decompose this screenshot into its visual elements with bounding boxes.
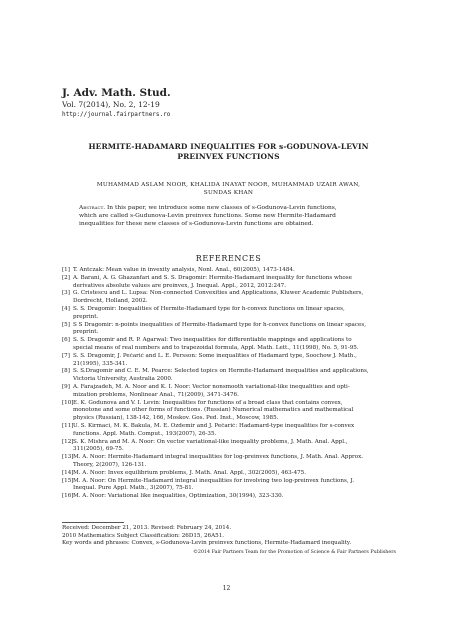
reference-number: [3] [62,290,70,297]
reference-item [62,322,396,338]
reference-line: S. S. Dragomir, J. Pečarić and L. E. Persson: Some inequalities of Hadamard type, Soochow J. Math., [73,352,357,359]
reference-text [73,423,396,439]
reference-text [73,306,396,322]
reference-number: [12] [62,438,74,445]
reference-text [73,290,396,306]
reference-text [73,478,396,494]
paper-title [62,142,395,162]
reference-text [73,353,396,369]
reference-line: 21(1995), 335-341. [73,360,128,367]
reference-line: derivatives absolute values are preinvex, J. Inequal. Appl., 2012, 2012:247. [73,282,287,289]
reference-line: A. Farajzadeh, M. A. Noor and K. I. Noor: Vector nonsmooth variational-like inequalities and opti- [73,383,350,390]
reference-line: Inequal. Pure Appl. Math., 3(2007), 75-81. [73,485,194,492]
reference-number: [5] [62,321,70,328]
abstract-label: Abstract. [79,205,106,211]
keywords: Key words and phrases: Convex, s-Godunova-Levin preinvex functions, Hermite-Hadamard inequality. [62,540,352,547]
reference-line: preprint. [73,329,99,336]
reference-text [73,384,396,400]
reference-line: S S Dragomir: n-points inequalities of Hermite-Hadamard type for h-convex functions on linear spaces, [73,321,366,328]
reference-number: [15] [62,477,74,484]
reference-number: [14] [62,469,74,476]
reference-line: 311(2005), 69-75. [73,446,124,453]
reference-line: physics (Russian), 138-142, 166, Moskov. Gos. Ped. Inst., Moscow, 1985. [73,415,279,422]
reference-item [62,478,396,494]
reference-item [62,400,396,423]
reference-number: [9] [62,383,70,390]
reference-line: M. A. Noor: Invex equilibrium problems, J. Math. Anal. Appl., 302(2005), 463-475. [73,469,307,476]
reference-item [62,384,396,400]
reference-line: E. K. Godunova and V. I. Levin: Inequalities for functions of a broad class that contains convex, [73,399,343,406]
reference-number: [13] [62,454,74,461]
reference-item [62,267,396,275]
reference-line: functions. Appl. Math. Comput., 193(2007), 26-35. [73,430,217,437]
reference-line: preprint. [73,313,99,320]
reference-text [73,337,396,353]
reference-text [73,470,396,478]
reference-line: Dordrecht, Holland, 2002. [73,298,148,305]
author-list [62,181,395,197]
reference-line: special means of real numbers and to trapezoidal formula, Appl. Math. Lett., 11(1998), No. 5, 91-95. [73,344,359,351]
reference-line: A. Barani, A. G. Ghazanfari and S. S. Dragomir: Hermite-Hadamard inequality for functions whose [73,274,352,281]
reference-item [62,368,396,384]
abstract-line: inequalities for these new classes of s-Godunova-Levin functions are obtained. [79,220,314,227]
reference-line: S. K. Mishra and M. A. Noor: On vector variational-like inequality problems, J. Math. Anal. Appl., [73,438,348,445]
reference-line: S. S.Dragomir and C. E. M. Pearce: Selected topics on Hermite-Hadamard inequalities and applications, [73,368,369,375]
reference-item [62,470,396,478]
reference-text [73,454,396,470]
reference-line: Victoria University, Australia 2000. [73,376,173,383]
reference-number: [6] [62,337,70,344]
journal-name: J. Adv. Math. Stud. [62,87,171,99]
journal-url[interactable]: http://journal.fairpartners.ro [62,111,171,118]
reference-item [62,290,396,306]
reference-line: Theory, 2(2007), 126-131. [73,461,147,468]
reference-item [62,306,396,322]
reference-item [62,493,396,501]
journal-header [62,87,171,119]
page-number: 12 [222,585,231,592]
journal-volume: Vol. 7(2014), No. 2, 12-19 [62,100,160,109]
reference-text [73,275,396,291]
reference-line: M. A. Noor: On Hermite-Hadamard integral inequalities for involving two log-preinvex functions, J. [73,477,355,484]
reference-number: [2] [62,274,70,281]
reference-item [62,439,396,455]
reference-line: T. Antczak: Mean value in invexity analysis, Nonl. Anal., 60(2005), 1473-1484. [73,267,295,273]
reference-text [73,439,396,455]
title-line: PREINVEX FUNCTIONS [177,152,280,161]
reference-number: [10] [62,399,74,406]
reference-number: [7] [62,352,70,359]
reference-line: U. S. Kirmaci, M. K. Bakula, M. E. Özdemir and J. Pečarić: Hadamard-type inequalities for s-convex [73,422,355,429]
reference-number: [16] [62,493,74,500]
reference-line: G. Cristescu and L. Lupsa: Non-connected Convexities and Applications, Kluwer Academic Publishers, [73,290,364,297]
reference-number: [11] [62,422,74,429]
author-line: MUHAMMAD ASLAM NOOR, KHALIDA INAYAT NOOR, MUHAMMAD UZAIR AWAN, [96,182,361,188]
abstract [79,205,379,229]
footnote-rule [62,522,124,523]
reference-item [62,423,396,439]
reference-line: S. S. Dragomir: Inequalities of Hermite-Hadamard type for h-convex functions on linear spaces, [73,305,345,312]
reference-line: monotone and some other forms of functions. (Russian) Numerical mathematics and mathematical [73,407,354,414]
title-line: HERMITE-HADAMARD INEQUALITIES FOR s-GODUNOVA-LEVIN [88,142,369,151]
reference-text [73,322,396,338]
reference-line: mization problems, Nonlinear Anal., 71(2009), 3471-3476. [73,391,239,398]
author-line: SUNDAS KHAN [203,190,254,196]
footnotes [62,525,396,548]
reference-number: [1] [62,267,70,273]
reference-line: M. A. Noor: Hermite-Hadamard integral inequalities for log-preinvex functions, J. Math. Anal. Approx. [73,454,364,461]
references-heading: REFERENCES [195,254,262,263]
reference-list [62,267,396,501]
copyright-notice: ©2014 Fair Partners Team for the Promotion of Science & Fair Partners Publishers [193,550,396,555]
reference-line: M. A. Noor: Variational like inequalities, Optimization, 30(1994), 323-330. [73,493,284,500]
reference-text [73,368,396,384]
reference-text [73,267,396,275]
abstract-line: which are called s-Gudunova-Levin preinvex functions. Some new Hermite-Hadamard [79,212,336,219]
reference-text [73,400,396,423]
reference-line: S. S. Dragomir and R. P. Agarwal: Two inequalities for differentiable mappings and applications to [73,337,352,344]
reference-item [62,337,396,353]
reference-number: [8] [62,368,70,375]
msc-classification: 2010 Mathematics Subject Classification: 26D15, 26A51. [62,532,225,539]
reference-item [62,275,396,291]
reference-item [62,454,396,470]
received-dates: Received: December 21, 2013. Revised: February 24, 2014. [62,525,232,531]
reference-item [62,353,396,369]
reference-number: [4] [62,305,70,312]
abstract-line: In this paper, we introduce some new classes of s-Godunova-Levin functions, [106,205,337,211]
reference-text [73,493,396,501]
